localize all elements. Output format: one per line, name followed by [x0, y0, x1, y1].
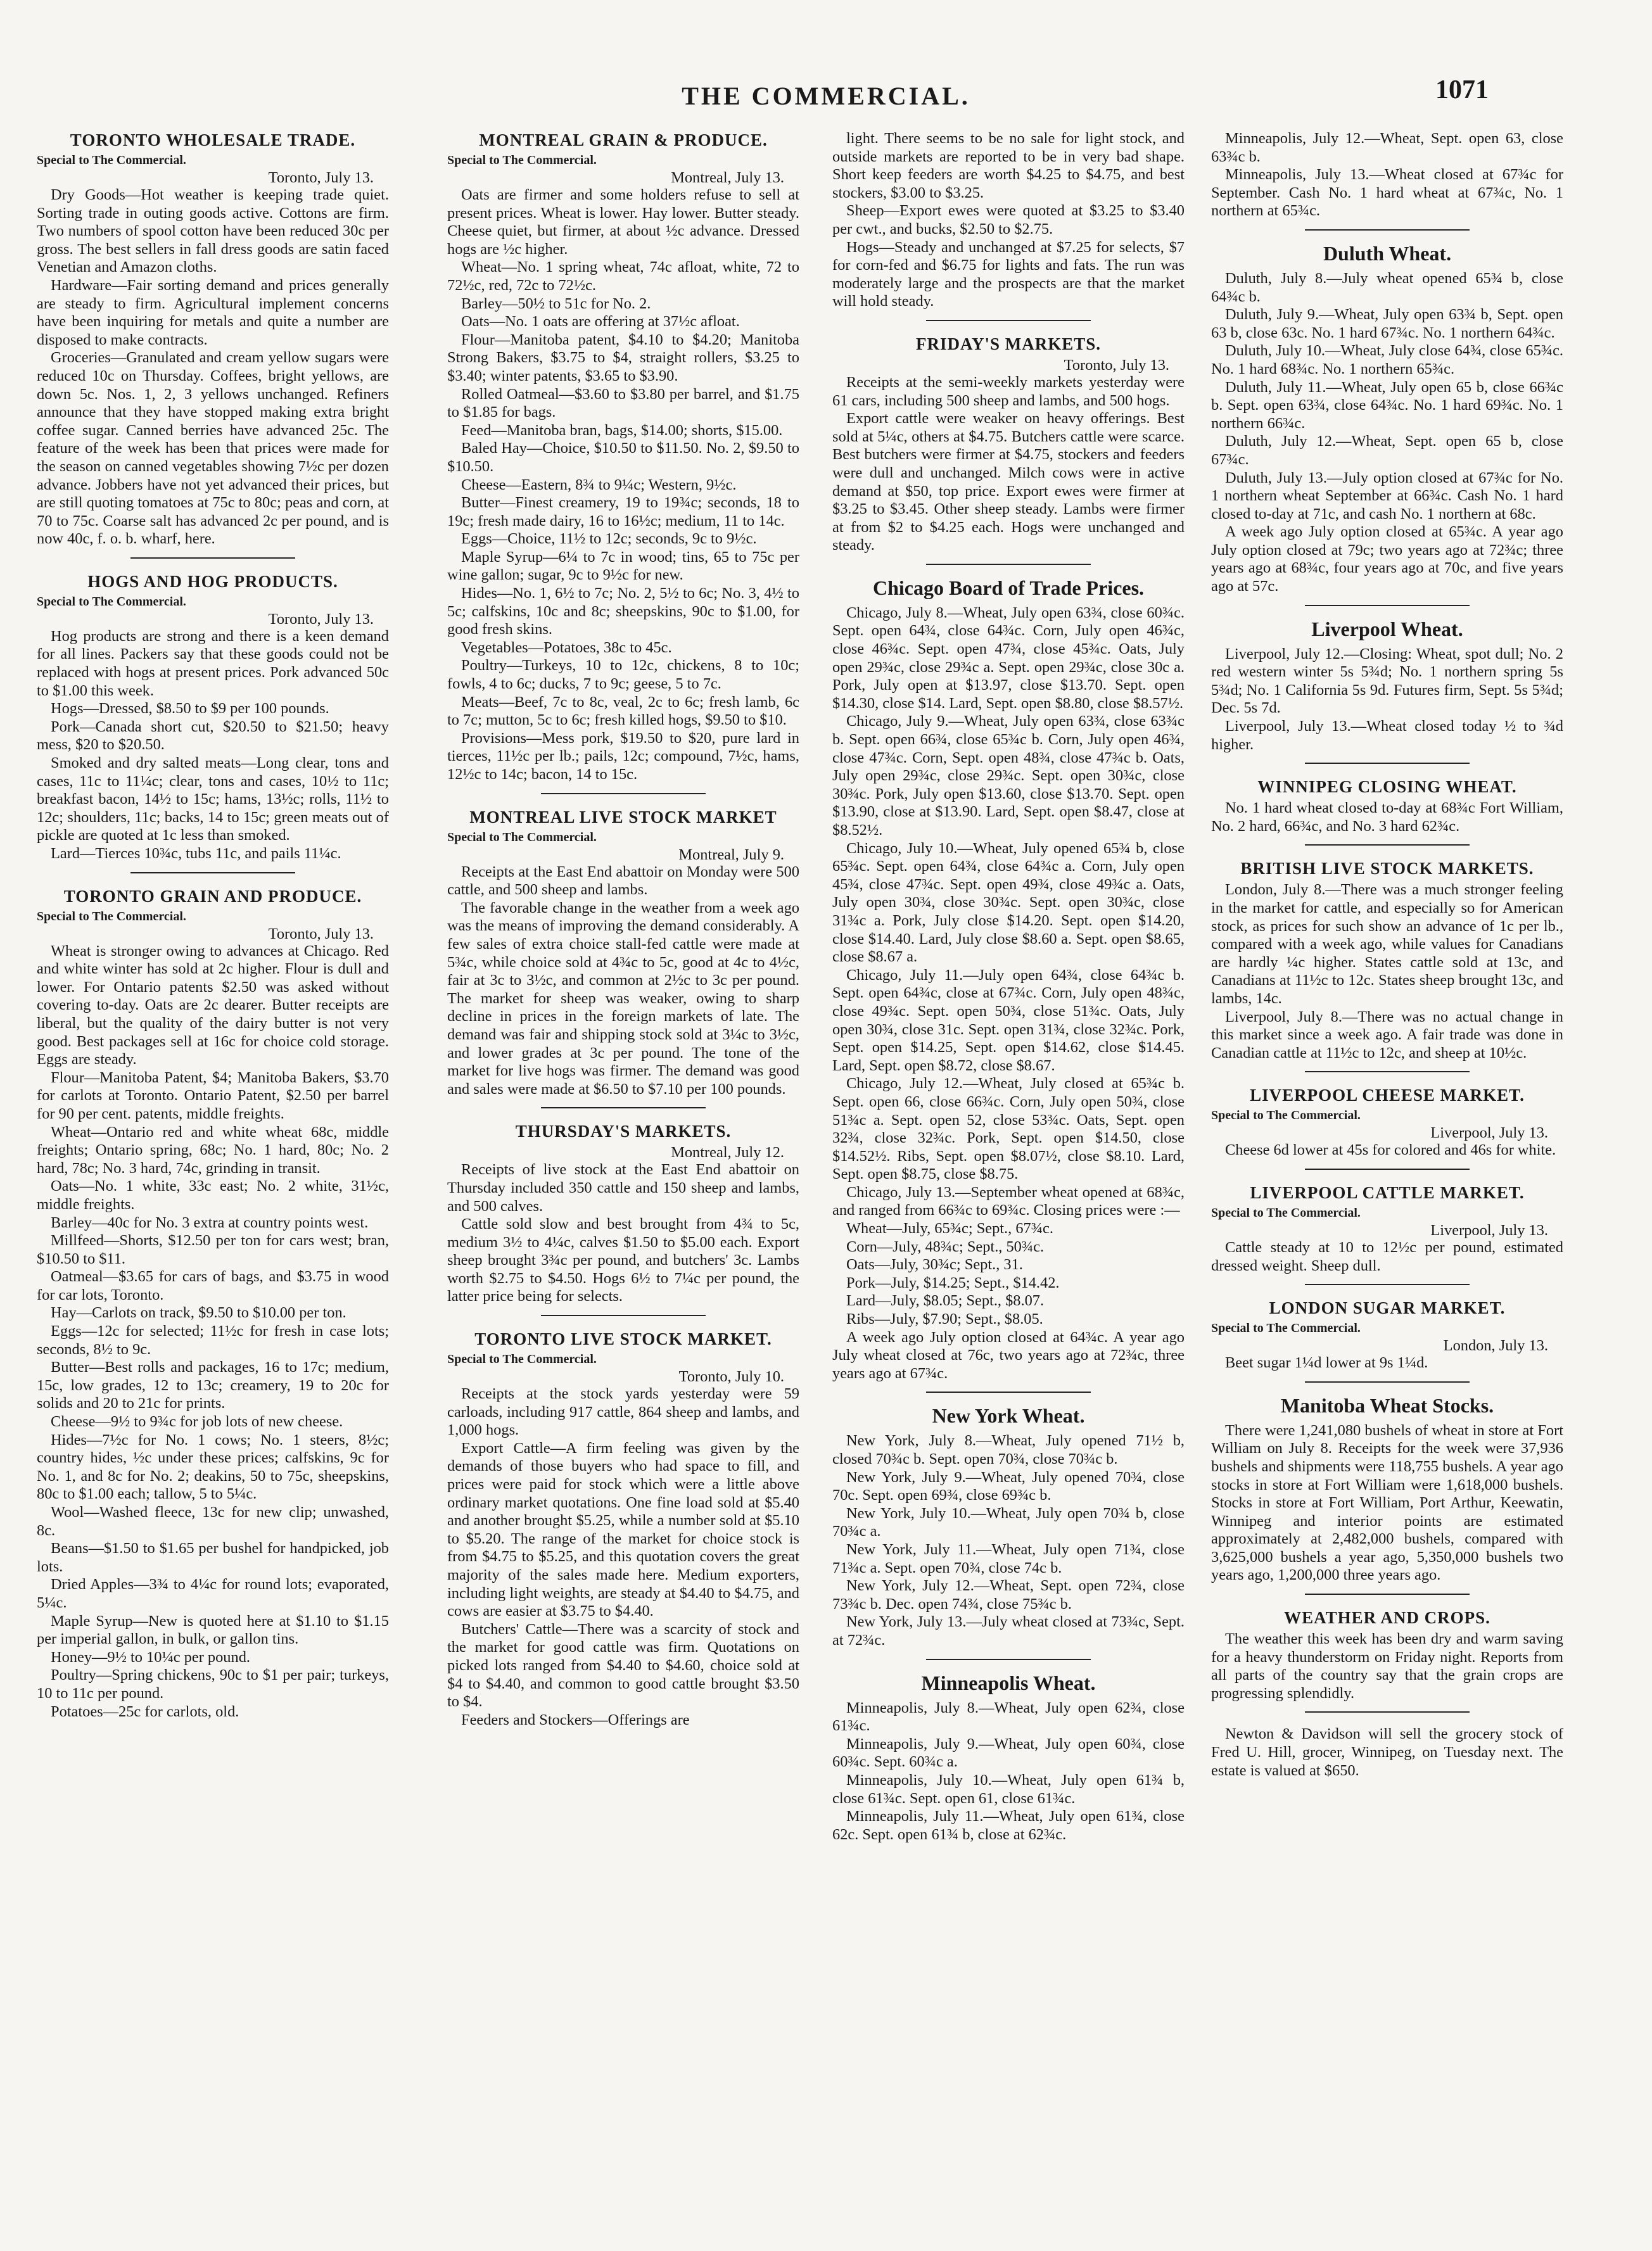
article	[1211, 1725, 1563, 1780]
article-credit: Special to The Commercial.	[447, 1352, 597, 1367]
article	[1211, 1298, 1563, 1373]
article-paragraph: Chicago, July 13.—September wheat opened at 68¾c, and ranged from 66¾c to 69¾c. Closing prices were :—	[832, 1183, 1185, 1219]
article-paragraph: Minneapolis, July 13.—Wheat closed at 67¾c for September. Cash No. 1 hard wheat at 67¾c, No. 1 northern at 65¾c.	[1211, 166, 1563, 220]
section-divider	[926, 1392, 1091, 1393]
article-paragraph: New York, July 11.—Wheat, July open 71¾, close 71¾c a. Sept. open 70¾, close 74c b.	[832, 1540, 1185, 1576]
article-paragraph: Oats—July, 30¾c; Sept., 31.	[846, 1256, 1023, 1274]
section-divider	[926, 564, 1091, 565]
article-paragraph: New York, July 12.—Wheat, Sept. open 72¾, close 73¾c b. Dec. open 74¾, close 75¾c b.	[832, 1577, 1185, 1613]
article-paragraph: The favorable change in the weather from a week ago was the means of improving the demand considerably. A few sales of extra choice stall-fed cattle were made at 5¾c, while choice sold at 4¾c to 5c, good at 4c to 4½c, fair at 3c to 3½c, and common at 2½c to 3c per pound. The market for sheep was weaker, owing to sharp decline in prices in the foreign markets of late. The demand was fair and shipping stock sold at 3¼c to 3½c, and lower grades at 3c per pound. The tone of the market for live hogs was firmer. The demand was good and sales were made at $6.50 to $7.10 per 100 pounds.	[447, 899, 799, 1098]
article-paragraph: A week ago July option closed at 65¾c. A year ago July option closed at 79c; two years ago at 72¾c; three years ago at 68¾c, four years ago at 70c, and five years ago at 57c.	[1211, 523, 1563, 595]
article-dateline: Toronto, July 13.	[1064, 356, 1169, 374]
article-paragraph: Hogs—Dressed, $8.50 to $9 per 100 pounds.	[51, 700, 329, 718]
article-paragraph: Potatoes—25c for carlots, old.	[51, 1703, 239, 1720]
article-paragraph: Liverpool, July 8.—There was no actual change in this market since a week ago. A fair trade was done in Canadian cattle at 11½c to 12c, and sheep at 10½c.	[1211, 1008, 1563, 1062]
article-paragraph: Export cattle were weaker on heavy offerings. Best sold at 5¼c, others at $4.75. Butchers cattle were scarce. Best butchers were firmer at $4.75, stockers and feeders were dull and unchanged. Milch cows were in active demand at $50, top price. Export ewes were firmer at $3.25 to $3.45. Other sheep steady. Lambs were firmer at from $2 to $4.25 each. Hogs were unchanged and steady.	[832, 410, 1185, 554]
article-paragraph: Cattle sold slow and best brought from 4¾ to 5c, medium 3½ to 4¼c, calves $1.50 to $5.00 each. Export sheep brought 3¾c per pound, and butchers' 3c. Lambs worth $2.75 to $4.50. Hogs 6½ to 7¼c per pound, the latter price being for selects.	[447, 1215, 799, 1305]
article-paragraph: Groceries—Granulated and cream yellow sugars were reduced 10c on Thursday. Coffees, bright yellows, are down 5c. Nos. 1, 2, 3 yellows unchanged. Refiners announce that they have stopped making extra bright coffee sugar. Canned berries have advanced 25c. The feature of the week has been that prices were made for the season on canned vegetables showing 7½c per dozen advance. Jobbers have not yet advanced their prices, but are still quoting tomatoes at 75c to 80c; peas and corn, at 70 to 75c. Coarse salt has advanced 2c per pound, and is now 40c, f. o. b. wharf, here.	[37, 349, 389, 548]
page-number: 1071	[1435, 75, 1489, 105]
section-divider	[541, 1107, 706, 1108]
article-paragraph: New York, July 8.—Wheat, July opened 71½ b, closed 70¾c b. Sept. open 70¾, close 70¾c b.	[832, 1432, 1185, 1468]
article-paragraph: Provisions—Mess pork, $19.50 to $20, pure lard in tierces, 11½c per lb.; pails, 12c; compound, 7½c, hams, 12½c to 14c; bacon, 14 to 15c.	[447, 729, 799, 783]
article-headline: THURSDAY'S MARKETS.	[515, 1122, 732, 1141]
article-paragraph: Export Cattle—A firm feeling was given by the demands of those buyers who had space to fill, and prices were paid for stock which were a little above ordinary market quotations. One fine load sold at $5.40 and another brought $5.25, while a number sold at $5.10 to $5.20. The range of the market for choice stock is from $4.75 to $5.25, and this quotation covers the great majority of the sales made here. Medium exporters, including light weights, are steady at $4.40 to $4.75, and cows are easier at $3.75 to $4.40.	[447, 1439, 799, 1620]
article-paragraph: Butter—Finest creamery, 19 to 19¾c; seconds, 18 to 19c; fresh made dairy, 16 to 16½c; medium, 11 to 14c.	[447, 494, 799, 529]
article-paragraph: Chicago, July 9.—Wheat, July open 63¾, close 63¾c b. Sept. open 66¾, close 65¾c b. Corn, July open 46¾, close 47¾c. Corn, Sept. open 48¾, close 47¾c b. Oats, July open 29¾c, close 29¾c. Sept. open 30¾c, close 30¾c. Pork, July open $13.60, close $13.70. Sept. open $13.90, close at $13.90. Lard, Sept. open $8.47, close at $8.52½.	[832, 713, 1185, 839]
article-credit: Special to The Commercial.	[37, 909, 186, 923]
article-paragraph: London, July 8.—There was a much stronger feeling in the market for cattle, and especially so for American stock, as prices for such show an advance of 1c per lb., compared with a week ago, while values for Canadians are hardly ¼c higher. States cattle sold at 13c, and Canadians at 11½c to 12c. States sheep brought 13c, and lambs, 14c.	[1211, 881, 1563, 1007]
article-credit: Special to The Commercial.	[447, 830, 597, 844]
section-divider	[926, 1659, 1091, 1660]
section-divider	[1305, 1071, 1470, 1072]
section-divider	[1305, 1284, 1470, 1285]
article-paragraph: Receipts at the stock yards yesterday were 59 carloads, including 917 cattle, 864 sheep and lambs, and 1,000 hogs.	[447, 1385, 799, 1439]
article-paragraph: The weather this week has been dry and warm saving for a heavy thunderstorm on Friday night. Reports from all parts of the country say that the grain crops are progressing splendidly.	[1211, 1630, 1563, 1702]
article-paragraph: Duluth, July 10.—Wheat, July close 64¾, close 65¾c. No. 1 hard 68¾c. No. 1 northern 65¾c.	[1211, 342, 1563, 377]
masthead: THE COMMERCIAL.	[682, 82, 970, 110]
section-divider	[926, 320, 1091, 321]
article-paragraph: Chicago, July 10.—Wheat, July opened 65¾ b, close 65¾c. Sept. open 64¾, close 64¾c a. Corn, July open 45¾, close 47¾c. Sept. open 49¾, close 49¾c a. Oats, July open 30¾, close 30¾c. Sept. open 30¾c, close 31¾c a. Pork, July close $14.20. Sept. open $14.20, close $14.40. Lard, July close $8.60 a. Sept. open $8.65, close $8.67 a.	[832, 839, 1185, 966]
article-headline: Manitoba Wheat Stocks.	[1280, 1393, 1494, 1417]
article-paragraph: Duluth, July 9.—Wheat, July open 63¾ b, Sept. open 63 b, close 63c. No. 1 hard 67¾c. No. 1 northern 64¾c.	[1211, 306, 1563, 341]
section-divider	[1305, 1711, 1470, 1713]
column-2	[447, 130, 799, 2220]
article-paragraph: Wheat is stronger owing to advances at Chicago. Red and white winter has sold at 2c higher. Flour is dull and lower. For Ontario patents $2.50 was asked without covering to-day. Oats are 2c dearer. Butter receipts are liberal, but the quality of the dairy butter is not very good. Best packages sell at 16c for choice cold storage. Eggs are steady.	[37, 942, 389, 1068]
article-paragraph: Hay—Carlots on track, $9.50 to $10.00 per ton.	[51, 1304, 346, 1322]
article-paragraph: Minneapolis, July 8.—Wheat, July open 62¾, close 61¾c.	[832, 1699, 1185, 1735]
article-paragraph: New York, July 10.—Wheat, July open 70¾ b, close 70¾c a.	[832, 1504, 1185, 1540]
article-paragraph: Oats—No. 1 oats are offering at 37½c afloat.	[461, 313, 740, 331]
article-headline: TORONTO GRAIN AND PRODUCE.	[63, 886, 362, 906]
article-paragraph: Pork—July, $14.25; Sept., $14.42.	[846, 1274, 1060, 1291]
article	[1211, 777, 1563, 835]
article-paragraph: Hardware—Fair sorting demand and prices generally are steady to firm. Agricultural implement concerns have been inquiring for metals and quite a number are disposed to make contracts.	[37, 276, 389, 348]
article-paragraph: New York, July 9.—Wheat, July opened 70¾, close 70c. Sept. open 69¾, close 69¾c b.	[832, 1468, 1185, 1504]
article	[447, 807, 799, 1099]
article	[1211, 1085, 1563, 1160]
article	[37, 886, 389, 1722]
article-dateline: Montreal, July 12.	[671, 1144, 784, 1162]
article-credit: Special to The Commercial.	[447, 153, 597, 167]
article-paragraph: Eggs—Choice, 11½ to 12c; seconds, 9c to 9½c.	[461, 530, 757, 548]
article-paragraph: Beet sugar 1¼d lower at 9s 1¼d.	[1225, 1354, 1428, 1372]
article-paragraph: Lard—July, $8.05; Sept., $8.07.	[846, 1292, 1045, 1310]
article-headline: BRITISH LIVE STOCK MARKETS.	[1240, 859, 1534, 878]
article-paragraph: Meats—Beef, 7c to 8c, veal, 2c to 6c; fresh lamb, 6c to 7c; mutton, 5c to 6c; fresh killed hogs, $9.50 to $10.	[447, 693, 799, 729]
article-paragraph: No. 1 hard wheat closed to-day at 68¾c Fort William, No. 2 hard, 66¾c, and No. 3 hard 62¾c.	[1211, 799, 1563, 835]
article-paragraph: Duluth, July 11.—Wheat, July open 65 b, close 66¾c b. Sept. open 63¾, close 64¾c. No. 1 hard 69¾c. No. 1 northern 66¾c.	[1211, 378, 1563, 432]
article-headline: WINNIPEG CLOSING WHEAT.	[1257, 777, 1517, 797]
article-paragraph: Feed—Manitoba bran, bags, $14.00; shorts, $15.00.	[461, 421, 783, 439]
section-divider	[541, 793, 706, 794]
section-divider	[1305, 605, 1470, 606]
article-headline: TORONTO WHOLESALE TRADE.	[70, 130, 356, 149]
article-paragraph: Cheese 6d lower at 45s for colored and 46s for white.	[1225, 1141, 1556, 1159]
article	[37, 571, 389, 863]
article-paragraph: Hides—No. 1, 6½ to 7c; No. 2, 5½ to 6c; No. 3, 4½ to 5c; calfskins, 10c and 8c; sheepskins, 90c to $1.00, for good fresh skins.	[447, 585, 799, 638]
article-paragraph: Wool—Washed fleece, 13c for new clip; unwashed, 8c.	[37, 1504, 389, 1539]
article-dateline: Liverpool, July 13.	[1430, 1221, 1548, 1239]
article-paragraph: Duluth, July 12.—Wheat, Sept. open 65 b, close 67¾c.	[1211, 433, 1563, 468]
article-paragraph: Minneapolis, July 9.—Wheat, July open 60¾, close 60¾c. Sept. 60¾c a.	[832, 1735, 1185, 1771]
article-paragraph: Wheat—Ontario red and white wheat 68c, middle freights; Ontario spring, 68c; No. 1 hard, 80c; No. 2 hard, 78c; No. 3 hard, 74c, grinding in transit.	[37, 1123, 389, 1177]
article	[447, 130, 799, 784]
section-divider	[1305, 1169, 1470, 1170]
article-paragraph: Butter—Best rolls and packages, 16 to 17c; medium, 15c, low grades, 12 to 13c; creamery, 19 to 20c for solids and 20 to 21c for prints.	[37, 1359, 389, 1412]
article-paragraph: Pork—Canada short cut, $20.50 to $21.50; heavy mess, $20 to $20.50.	[37, 718, 389, 754]
article-paragraph: Cattle steady at 10 to 12½c per pound, estimated dressed weight. Sheep dull.	[1211, 1238, 1563, 1274]
article-headline: HOGS AND HOG PRODUCTS.	[87, 571, 338, 591]
article-paragraph: Newton & Davidson will sell the grocery stock of Fred U. Hill, grocer, Winnipeg, on Tuesday next. The estate is valued at $650.	[1211, 1725, 1563, 1779]
article-dateline: Montreal, July 13.	[671, 169, 784, 186]
article-paragraph: Oats are firmer and some holders refuse to sell at present prices. Wheat is lower. Hay lower. Butter steady. Cheese quiet, but firmer, at about ½c advance. Dressed hogs are ½c higher.	[447, 186, 799, 258]
article	[1211, 130, 1563, 220]
article-headline: Minneapolis Wheat.	[921, 1671, 1096, 1694]
article-paragraph: Barley—50½ to 51c for No. 2.	[461, 295, 651, 312]
article-paragraph: Dry Goods—Hot weather is keeping trade quiet. Sorting trade in outing goods active. Cottons are firm. Two numbers of spool cotton have been reduced 30c per gross. The best sellers in fall dress goods are satin faced Venetian and Amazon cloths.	[37, 186, 389, 276]
article-paragraph: Receipts at the East End abattoir on Monday were 500 cattle, and 500 sheep and lambs.	[447, 863, 799, 899]
column-3	[832, 130, 1185, 2220]
article-headline: LIVERPOOL CATTLE MARKET.	[1250, 1183, 1525, 1202]
article	[1211, 619, 1563, 754]
article-paragraph: Maple Syrup—New is quoted here at $1.10 to $1.15 per imperial gallon, in bulk, or gallon tins.	[37, 1612, 389, 1648]
article-paragraph: Corn—July, 48¾c; Sept., 50¾c.	[846, 1238, 1045, 1255]
section-divider	[130, 872, 295, 873]
article	[1211, 1607, 1563, 1703]
article-dateline: Toronto, July 10.	[678, 1368, 784, 1386]
article-paragraph: Flour—Manitoba Patent, $4; Manitoba Bakers, $3.70 for carlots at Toronto. Ontario Patent, $2.50 per barrel for 90 per cent. patents, middle freights.	[37, 1068, 389, 1122]
article-headline: MONTREAL LIVE STOCK MARKET	[469, 807, 777, 827]
article-paragraph: Hogs—Steady and unchanged at $7.25 for selects, $7 for corn-fed and $6.75 for lights and fats. The run was moderately large and the prospects are that the market will hold steady.	[832, 238, 1185, 310]
article-headline: LIVERPOOL CHEESE MARKET.	[1250, 1086, 1525, 1105]
section-divider	[541, 1315, 706, 1316]
article-dateline: Liverpool, July 13.	[1430, 1124, 1548, 1142]
article-paragraph: Sheep—Export ewes were quoted at $3.25 to $3.40 per cwt., and bucks, $2.50 to $2.75.	[832, 202, 1185, 238]
article-paragraph: Feeders and Stockers—Offerings are	[461, 1711, 690, 1728]
article	[832, 130, 1185, 311]
article-paragraph: Hog products are strong and there is a keen demand for all lines. Packers say that these goods could not be replaced with hogs at present prices. Pork advanced 50c to $1.00 this week.	[37, 627, 389, 699]
article-paragraph: A week ago July option closed at 64¾c. A year ago July wheat closed at 76c, two years ago at 72¾c, three years ago at 67¾c.	[832, 1328, 1185, 1382]
article-paragraph: light. There seems to be no sale for light stock, and outside markets are reported to be in very bad shape. Short keep feeders are worth $4.25 to $4.75, and best stockers, $3.00 to $3.25.	[832, 130, 1185, 201]
article	[1211, 1395, 1563, 1585]
article-headline: TORONTO LIVE STOCK MARKET.	[474, 1329, 772, 1349]
article-headline: FRIDAY'S MARKETS.	[915, 334, 1102, 353]
article	[1211, 243, 1563, 596]
section-divider	[1305, 1381, 1470, 1383]
article-headline: Chicago Board of Trade Prices.	[872, 576, 1145, 599]
article-credit: Special to The Commercial.	[1211, 1321, 1361, 1336]
article-paragraph: Ribs—July, $7.90; Sept., $8.05.	[846, 1310, 1043, 1328]
article-paragraph: Baled Hay—Choice, $10.50 to $11.50. No. 2, $9.50 to $10.50.	[447, 440, 799, 475]
article-paragraph: Barley—40c for No. 3 extra at country points west.	[51, 1214, 369, 1231]
article-paragraph: New York, July 13.—July wheat closed at 73¾c, Sept. at 72¾c.	[832, 1613, 1185, 1649]
article-paragraph: Honey—9½ to 10¼c per pound.	[51, 1648, 250, 1666]
article-paragraph: Poultry—Turkeys, 10 to 12c, chickens, 8 to 10c; fowls, 4 to 6c; ducks, 7 to 9c; geese, 5 to 7c.	[447, 657, 799, 693]
section-divider	[1305, 763, 1470, 764]
article	[1211, 858, 1563, 1062]
article-paragraph: Liverpool, July 13.—Wheat closed today ½ to ¾d higher.	[1211, 718, 1563, 753]
article-paragraph: Butchers' Cattle—There was a scarcity of stock and the market for good cattle was firm. Quotations on picked lots ranged from $4.40 to $4.60, choice sold at $4 to $4.40, and common to good cattle brought $3.50 to $4.	[447, 1620, 799, 1711]
section-divider	[130, 557, 295, 559]
section-divider	[1305, 1594, 1470, 1595]
article-paragraph: Receipts of live stock at the East End abattoir on Thursday included 350 cattle and 150 sheep and lambs, and 500 calves.	[447, 1161, 799, 1215]
article-paragraph: Lard—Tierces 10¾c, tubs 11c, and pails 11¼c.	[51, 845, 341, 862]
article	[37, 130, 389, 548]
article-credit: Special to The Commercial.	[37, 153, 186, 167]
article-paragraph: Hides—7½c for No. 1 cows; No. 1 steers, 8½c; country hides, ½c under these prices; calfskins, 9c for No. 1, and 8c for No. 2; deakins, 50 to 75c, sheepskins, 80c to $1.00 each; tallow, 5 to 5¼c.	[37, 1431, 389, 1503]
article-dateline: Montreal, July 9.	[678, 846, 784, 863]
article-headline: WEATHER AND CROPS.	[1284, 1608, 1490, 1628]
article-dateline: Toronto, July 13.	[268, 610, 374, 628]
article	[447, 1329, 799, 1729]
article-paragraph: Vegetables—Potatoes, 38c to 45c.	[461, 638, 672, 656]
article-paragraph: Flour—Manitoba patent, $4.10 to $4.20; Manitoba Strong Bakers, $3.75 to $4, straight rollers, $3.25 to $3.40; winter patents, $3.65 to $3.90.	[447, 331, 799, 384]
article-paragraph: Wheat—No. 1 spring wheat, 74c afloat, white, 72 to 72½c, red, 72c to 72½c.	[447, 258, 799, 294]
article-credit: Special to The Commercial.	[1211, 1205, 1361, 1220]
article-headline: Liverpool Wheat.	[1311, 617, 1463, 640]
article-paragraph: Oatmeal—$3.65 for cars of bags, and $3.75 in wood for car lots, Toronto.	[37, 1268, 389, 1303]
article-credit: Special to The Commercial.	[37, 594, 186, 609]
article-paragraph: Beans—$1.50 to $1.65 per bushel for handpicked, job lots.	[37, 1540, 389, 1575]
article-paragraph: Chicago, July 11.—July open 64¾, close 64¾c b. Sept. open 64¾c, close at 67¾c. Corn, July open 48¾c, close 49¾c. Sept. open 50¾, close 51¾c. Oats, July open 30¾, close 31c. Sept. open 31¾, close 32¾c. Pork, Sept. open $14.25, Sept. open $14.62, close $14.45. Lard, Sept. open $8.72, close $8.67.	[832, 966, 1185, 1074]
article-paragraph: Minneapolis, July 10.—Wheat, July open 61¾ b, close 61¾c. Sept. open 61, close 61¾c.	[832, 1771, 1185, 1807]
column-4	[1211, 130, 1563, 2220]
article	[1211, 1183, 1563, 1275]
article-headline: MONTREAL GRAIN & PRODUCE.	[479, 130, 768, 149]
article-dateline: Toronto, July 13.	[268, 169, 374, 186]
article-paragraph: Dried Apples—3¾ to 4¼c for round lots; evaporated, 5¼c.	[37, 1576, 389, 1611]
article-paragraph: Cheese—Eastern, 8¾ to 9¼c; Western, 9½c.	[461, 476, 737, 493]
article-paragraph: Millfeed—Shorts, $12.50 per ton for cars west; bran, $10.50 to $11.	[37, 1232, 389, 1267]
article-credit: Special to The Commercial.	[1211, 1108, 1361, 1123]
article-paragraph: Duluth, July 13.—July option closed at 67¾c for No. 1 northern wheat September at 66¾c. Cash No. 1 hard closed to-day at 71c, and cash No. 1 northern at 68c.	[1211, 469, 1563, 523]
article	[832, 578, 1185, 1383]
article-paragraph: Minneapolis, July 11.—Wheat, July open 61¾, close 62c. Sept. open 61¾ b, close at 62¾c.	[832, 1808, 1185, 1843]
article	[832, 334, 1185, 555]
article	[832, 1673, 1185, 1844]
article-dateline: Toronto, July 13.	[268, 925, 374, 942]
article-dateline: London, July 13.	[1443, 1337, 1548, 1355]
article-paragraph: Smoked and dry salted meats—Long clear, tons and cases, 11c to 11¼c; clear, tons and cases, 10½ to 11c; breakfast bacon, 14½ to 15c; hams, 13½c; rolls, 11½ to 12c; shoulders, 11c; backs, 14 to 15c; green meats out of pickle are quoted at 1c less than smoked.	[37, 754, 389, 844]
article-paragraph: Duluth, July 8.—July wheat opened 65¾ b, close 64¾c b.	[1211, 269, 1563, 305]
article-headline: Duluth Wheat.	[1323, 241, 1452, 265]
article	[447, 1121, 799, 1306]
article-paragraph: There were 1,241,080 bushels of wheat in store at Fort William on July 8. Receipts for the week were 37,936 bushels and shipments were 118,755 bushels. A year ago stocks in store at Fort William were 1,618,000 bushels. Stocks in store at Fort William, Port Arthur, Keewatin, Winnipeg and interior points are estimated approximately at 2,482,000 bushels, compared with 3,625,000 bushels a year ago, 5,350,000 bushels two years ago, 1,200,000 three years ago.	[1211, 1421, 1563, 1584]
section-divider	[1305, 844, 1470, 846]
article-paragraph: Chicago, July 12.—Wheat, July closed at 65¾c b. Sept. open 66, close 66¾c. Corn, July open 50¾, close 51¾c a. Sept. open 52, close 53¾c. Oats, Sept. open 32¾, close 32¾c. Pork, Sept. open $14.50, close $14.52½. Ribs, Sept. open $8.07½, close $8.10. Lard, Sept. open $8.75, close $8.75.	[832, 1075, 1185, 1183]
section-divider	[1305, 229, 1470, 231]
article	[832, 1405, 1185, 1649]
article-paragraph: Eggs—12c for selected; 11½c for fresh in case lots; seconds, 8½ to 9c.	[37, 1322, 389, 1358]
article-paragraph: Liverpool, July 12.—Closing: Wheat, spot dull; No. 2 red western winter 5s 5¾d; No. 1 northern spring 5s 5¾d; No. 1 California 5s 9d. Futures firm, Sept. 5s 5¾d; Dec. 5s 7d.	[1211, 645, 1563, 717]
article-paragraph: Receipts at the semi-weekly markets yesterday were 61 cars, including 500 sheep and lambs, and 500 hogs.	[832, 373, 1185, 409]
article-paragraph: Rolled Oatmeal—$3.60 to $3.80 per barrel, and $1.75 to $1.85 for bags.	[447, 385, 799, 421]
column-1	[37, 130, 389, 2220]
article-paragraph: Wheat—July, 65¾c; Sept., 67¾c.	[846, 1220, 1053, 1238]
article-paragraph: Poultry—Spring chickens, 90c to $1 per pair; turkeys, 10 to 11c per pound.	[37, 1666, 389, 1702]
article-paragraph: Chicago, July 8.—Wheat, July open 63¾, close 60¾c. Sept. open 64¾, close 64¾c. Corn, July open 46¾c, close 46¾c. Sept. open 47¾, close 45¾c. Oats, July open 29¾c, close 29¾c a. Sept. open 29¾c, close 30c a. Pork, July open at $13.97, close $13.70. Sept. open $14.30, close $14. Lard, Sept. open $8.80, close $8.57½.	[832, 604, 1185, 712]
article-paragraph: Oats—No. 1 white, 33c east; No. 2 white, 31½c, middle freights.	[37, 1177, 389, 1213]
article-headline: LONDON SUGAR MARKET.	[1269, 1298, 1506, 1318]
article-paragraph: Cheese—9½ to 9¾c for job lots of new cheese.	[51, 1413, 343, 1431]
article-paragraph: Maple Syrup—6¼ to 7c in wood; tins, 65 to 75c per wine gallon; sugar, 9c to 9½c for new.	[447, 548, 799, 584]
article-paragraph: Minneapolis, July 12.—Wheat, Sept. open 63, close 63¾c b.	[1211, 130, 1563, 165]
article-headline: New York Wheat.	[932, 1404, 1085, 1428]
